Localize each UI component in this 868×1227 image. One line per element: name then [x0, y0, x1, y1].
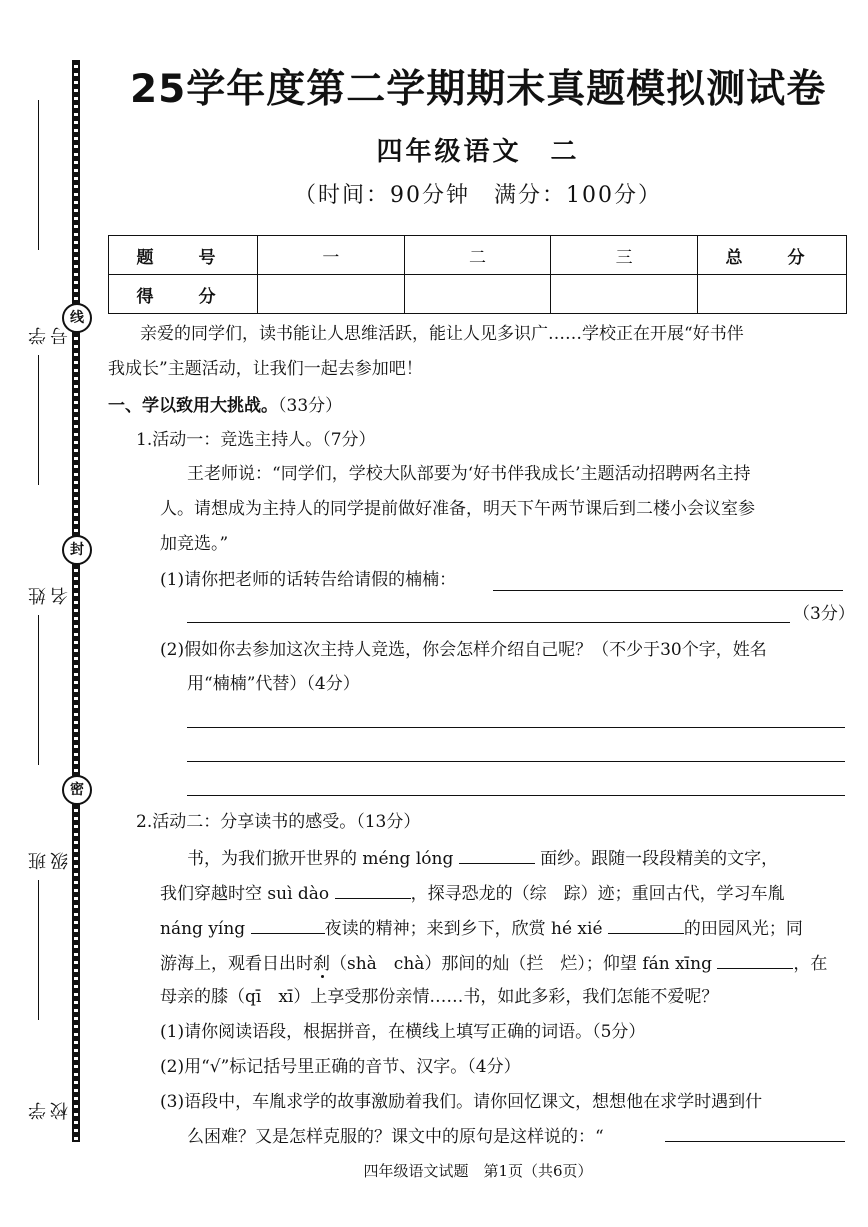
q2-sub3-answer-line[interactable] — [665, 1141, 845, 1142]
q2-p4-text-b: （shà chà）那间的灿（拦 烂）；仰望 fán xīng — [330, 954, 712, 974]
q1-sub2-line-2: 用“楠楠”代替）（4分） — [187, 674, 360, 694]
q2-para-line-3 — [160, 915, 803, 941]
seal-xian: 线 — [62, 303, 92, 333]
score-cell-total[interactable] — [698, 275, 847, 314]
q1-sub2-answer-line-2[interactable] — [187, 761, 845, 762]
q1-sub1-points: （3分） — [793, 604, 855, 624]
q1-sub2-answer-line-1[interactable] — [187, 727, 845, 728]
q1-title: 1.活动一：竞选主持人。（7分） — [136, 430, 376, 450]
blank-menglong[interactable] — [459, 845, 535, 864]
intro-line-2: 我成长”主题活动，让我们一起去参加吧！ — [108, 359, 423, 379]
q2-p3-text-c: 的田园风光；同 — [683, 919, 803, 939]
q2-sub1: (1)请你阅读语段，根据拼音，在横线上填写正确的词语。（5分） — [160, 1022, 646, 1042]
q1-para-line-1: 王老师说：“同学们，学校大队部要为‘好书伴我成长’主题活动招聘两名主持 — [187, 464, 751, 484]
intro-line-1: 亲爱的同学们，读书能让人思维活跃，能让人见多识广……学校正在开展“好书伴 — [140, 324, 744, 344]
q2-sub2: (2)用“√”标记括号里正确的音节、汉字。（4分） — [160, 1057, 521, 1077]
q2-p1-text-b: 面纱。跟随一段段精美的文字， — [540, 849, 779, 869]
q1-para-line-3: 加竞选。” — [160, 534, 229, 554]
score-table-score-row — [109, 275, 847, 314]
q2-p4-text-c: ，在 — [793, 954, 828, 974]
q1-sub1-answer-line-1[interactable] — [493, 590, 843, 591]
q2-p2-text-a: 我们穿越时空 suì dào — [160, 884, 330, 904]
seal-mi: 密 — [62, 775, 92, 805]
header-part-2: 二 — [404, 236, 551, 275]
q2-p3-text-a: náng yíng — [160, 919, 246, 939]
q1-sub2-line-1: (2)假如你去参加这次主持人竞选，你会怎样介绍自己呢？（不少于30个字，姓名 — [160, 640, 767, 660]
binding-margin — [0, 0, 100, 1227]
q1-sub1: (1)请你把老师的话转告给请假的楠楠： — [160, 570, 457, 590]
header-part-3: 三 — [551, 236, 698, 275]
blank-nangying[interactable] — [251, 915, 325, 934]
blank-hexie[interactable] — [608, 915, 684, 934]
q2-para-line-2 — [160, 880, 785, 906]
section-1-title: 一、学以致用大挑战。 — [108, 396, 278, 416]
name-label: 姓 名 — [28, 537, 71, 605]
q2-p4-emphasis-char: 刹 — [313, 954, 330, 974]
page-footer: 四年级语文试题 第1页（共6页） — [363, 1162, 593, 1180]
header-total: 总 分 — [698, 236, 847, 275]
q1-sub1-answer-line-2[interactable] — [187, 622, 790, 623]
school-line — [38, 880, 39, 1020]
q2-para-line-5: 母亲的膝（qī xī）上享受那份亲情……书，如此多彩，我们怎能不爱呢？ — [160, 987, 719, 1007]
exam-title: 25学年度第二学期期末真题模拟测试卷 — [130, 67, 827, 112]
score-cell-1[interactable] — [258, 275, 405, 314]
student-id-line — [38, 100, 39, 250]
score-cell-2[interactable] — [404, 275, 551, 314]
school-label: 学 校 — [28, 1052, 71, 1120]
q2-sub3-line-2: 么困难？又是怎样克服的？课文中的原句是这样说的：“ — [187, 1127, 604, 1147]
q1-sub2-answer-line-3[interactable] — [187, 795, 845, 796]
score-cell-3[interactable] — [551, 275, 698, 314]
q2-para-line-4 — [160, 950, 827, 976]
score-table — [108, 235, 847, 314]
q2-p3-text-b: 夜读的精神；来到乡下，欣赏 hé xié — [324, 919, 603, 939]
q2-p4-text-a: 游海上，观看日出时 — [160, 954, 313, 974]
time-info: （时间：90分钟 满分：100分） — [294, 183, 662, 208]
q2-para-line-1 — [187, 845, 778, 871]
exam-subtitle: 四年级语文 二 — [376, 137, 580, 167]
name-line-top — [38, 355, 39, 485]
class-label: 班 级 — [28, 802, 71, 870]
header-part-1: 一 — [258, 236, 405, 275]
score-row-label: 得 分 — [109, 275, 258, 314]
blank-suidao[interactable] — [335, 880, 411, 899]
q2-p2-text-b: ，探寻恐龙的（综 踪）迹；重回古代，学习车胤 — [410, 884, 785, 904]
q1-para-line-2: 人。请想成为主持人的同学提前做好准备，明天下午两节课后到二楼小会议室参 — [160, 499, 755, 519]
binding-dashed-line — [72, 60, 80, 1142]
q2-title: 2.活动二：分享读书的感受。（13分） — [136, 812, 421, 832]
q2-sub3-line-1: (3)语段中，车胤求学的故事激励着我们。请你回忆课文，想想他在求学时遇到什 — [160, 1092, 763, 1112]
blank-fanxing[interactable] — [717, 950, 793, 969]
class-line — [38, 615, 39, 765]
section-1-points: （33分） — [278, 396, 343, 416]
score-table-header-row — [109, 236, 847, 275]
section-1-heading — [108, 394, 342, 418]
header-question-no: 题 号 — [109, 236, 258, 275]
seal-feng: 封 — [62, 535, 92, 565]
student-id-label: 学 号 — [28, 277, 71, 345]
q2-p1-text-a: 书，为我们掀开世界的 méng lóng — [187, 849, 454, 869]
